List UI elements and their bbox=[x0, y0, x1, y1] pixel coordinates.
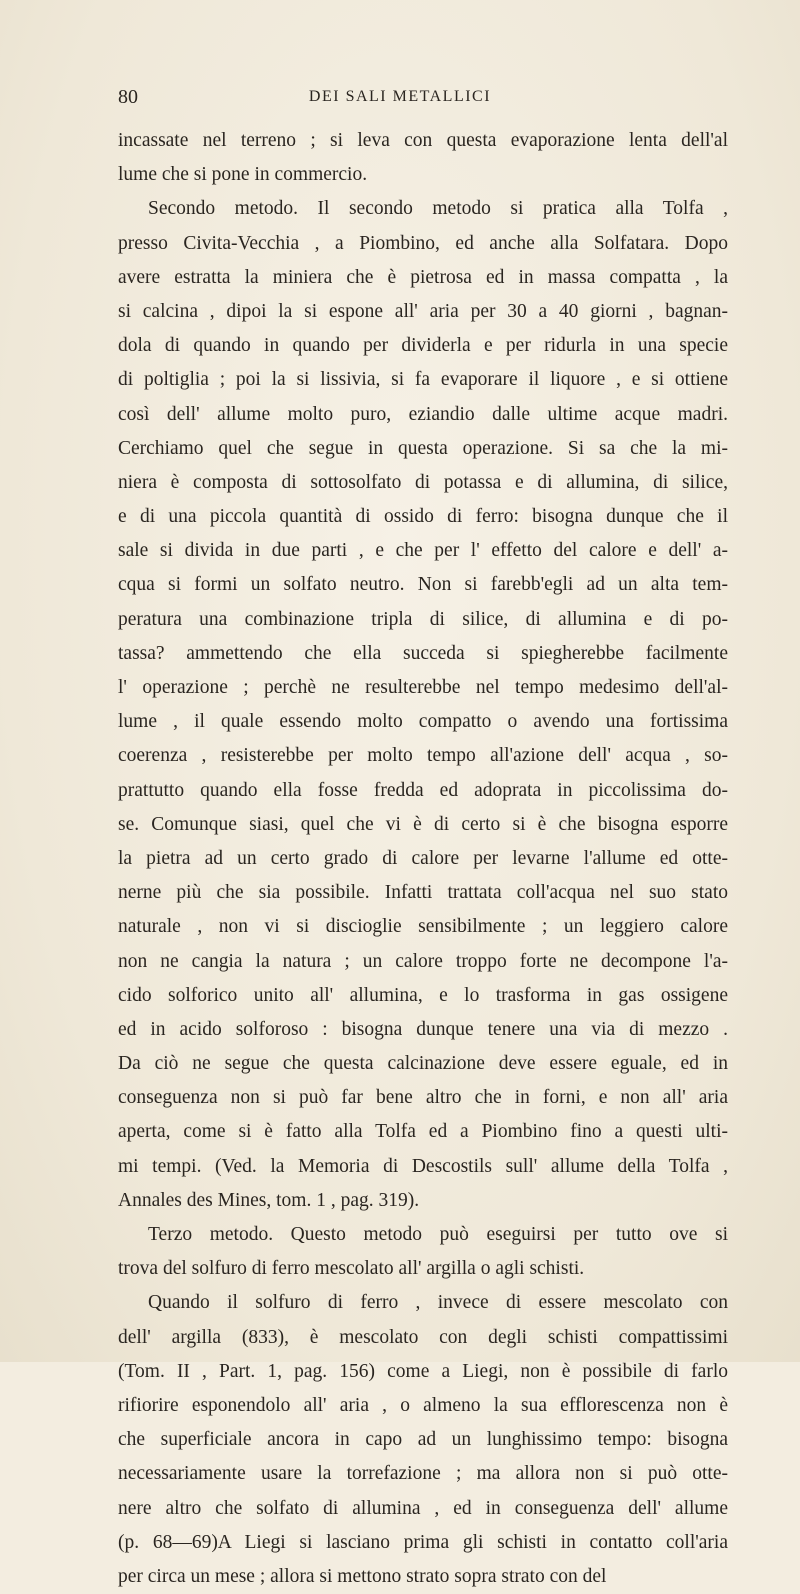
text-line: dell' argilla (833), è mescolato con degli schisti compattissimi bbox=[118, 1326, 728, 1348]
text-line: avere estratta la miniera che è pietrosa ed in massa compatta , la bbox=[118, 266, 728, 288]
text-line: nere altro che solfato di allumina , ed in conseguenza dell' allume bbox=[118, 1497, 728, 1519]
page-number: 80 bbox=[118, 86, 138, 108]
text-line: conseguenza non si può far bene altro che in forni, e non all' aria bbox=[118, 1087, 728, 1109]
text-line: ed in acido solforoso : bisogna dunque tenere una via di mezzo . bbox=[118, 1018, 728, 1040]
text-line: peratura una combinazione tripla di silice, di allumina e di po- bbox=[118, 608, 728, 630]
text-line: lume che si pone in commercio. bbox=[118, 164, 368, 186]
text-line: (Tom. II , Part. 1, pag. 156) come a Liegi, non è possibile di farlo bbox=[118, 1360, 728, 1382]
text-line: presso Civita-Vecchia , a Piombino, ed anche alla Solfatara. Dopo bbox=[118, 232, 728, 254]
text-line: Quando il solfuro di ferro , invece di essere mescolato con bbox=[148, 1292, 728, 1314]
text-line: necessariamente usare la torrefazione ; ma allora non si può otte- bbox=[118, 1463, 728, 1485]
text-line: aperta, come si è fatto alla Tolfa ed a Piombino fino a questi ulti- bbox=[118, 1121, 728, 1143]
text-line: così dell' allume molto puro, eziandio dalle ultime acque madri. bbox=[118, 403, 728, 425]
text-line: tassa? ammettendo che ella succeda si spiegherebbe facilmente bbox=[118, 642, 728, 664]
text-line: Cerchiamo quel che segue in questa operazione. Si sa che la mi- bbox=[118, 437, 728, 459]
text-line: e di una piccola quantità di ossido di ferro: bisogna dunque che il bbox=[118, 506, 728, 528]
text-line: trova del solfuro di ferro mescolato all' argilla o agli schisti. bbox=[118, 1258, 585, 1280]
text-line: dola di quando in quando per dividerla e per ridurla in una specie bbox=[118, 335, 728, 357]
text-line: coerenza , resisterebbe per molto tempo all'azione dell' acqua , so- bbox=[118, 745, 728, 767]
text-line: non ne cangia la natura ; un calore troppo forte ne decompone l'a- bbox=[118, 950, 728, 972]
running-head: DEI SALI METALLICI bbox=[308, 88, 492, 105]
page-header bbox=[60, 86, 740, 112]
body-text bbox=[118, 124, 728, 1594]
text-line: che superficiale ancora in capo ad un lunghissimo tempo: bisogna bbox=[118, 1429, 728, 1451]
text-line: Annales des Mines, tom. 1 , pag. 319). bbox=[118, 1189, 420, 1211]
text-line: Terzo metodo. Questo metodo può eseguirsi per tutto ove si bbox=[148, 1224, 728, 1245]
text-line: rifiorire esponendolo all' aria , o almeno la sua efflorescenza non è bbox=[118, 1394, 728, 1416]
text-line: niera è composta di sottosolfato di potassa e di allumina, di silice, bbox=[118, 471, 728, 493]
text-line: se. Comunque siasi, quel che vi è di certo si è che bisogna esporre bbox=[118, 813, 728, 835]
text-line: prattutto quando ella fosse fredda ed adoprata in piccolissima do- bbox=[118, 779, 728, 801]
text-line: per circa un mese ; allora si mettono strato sopra strato con del bbox=[118, 1565, 607, 1587]
text-line: di poltiglia ; poi la si lissivia, si fa evaporare il liquore , e si ottiene bbox=[118, 369, 728, 391]
text-line: sale si divida in due parti , e che per l' effetto del calore e dell' a- bbox=[118, 540, 728, 562]
text-line: mi tempi. (Ved. la Memoria di Descostils sull' allume della Tolfa , bbox=[118, 1155, 728, 1177]
text-line: cqua si formi un solfato neutro. Non si farebb'egli ad un alta tem- bbox=[118, 574, 728, 596]
text-line: Secondo metodo. Il secondo metodo si pratica alla Tolfa , bbox=[148, 198, 728, 220]
text-line: l' operazione ; perchè ne resulterebbe nel tempo medesimo dell'al- bbox=[118, 677, 728, 698]
text-line: (p. 68—69)A Liegi si lasciano prima gli schisti in contatto coll'aria bbox=[118, 1531, 728, 1553]
text-line: cido solforico unito all' allumina, e lo trasforma in gas ossigene bbox=[118, 984, 728, 1006]
text-line: Da ciò ne segue che questa calcinazione deve essere eguale, ed in bbox=[118, 1053, 728, 1075]
text-line: naturale , non vi si discioglie sensibilmente ; un leggiero calore bbox=[118, 916, 728, 938]
text-line: nerne più che sia possibile. Infatti trattata coll'acqua nel suo stato bbox=[118, 882, 728, 904]
text-line: si calcina , dipoi la si espone all' aria per 30 a 40 giorni , bagnan- bbox=[118, 300, 728, 322]
text-line: incassate nel terreno ; si leva con questa evaporazione lenta dell'al bbox=[118, 130, 728, 151]
text-line: la pietra ad un certo grado di calore per levarne l'allume ed otte- bbox=[118, 847, 728, 869]
text-line: lume , il quale essendo molto compatto o avendo una fortissima bbox=[118, 711, 728, 733]
